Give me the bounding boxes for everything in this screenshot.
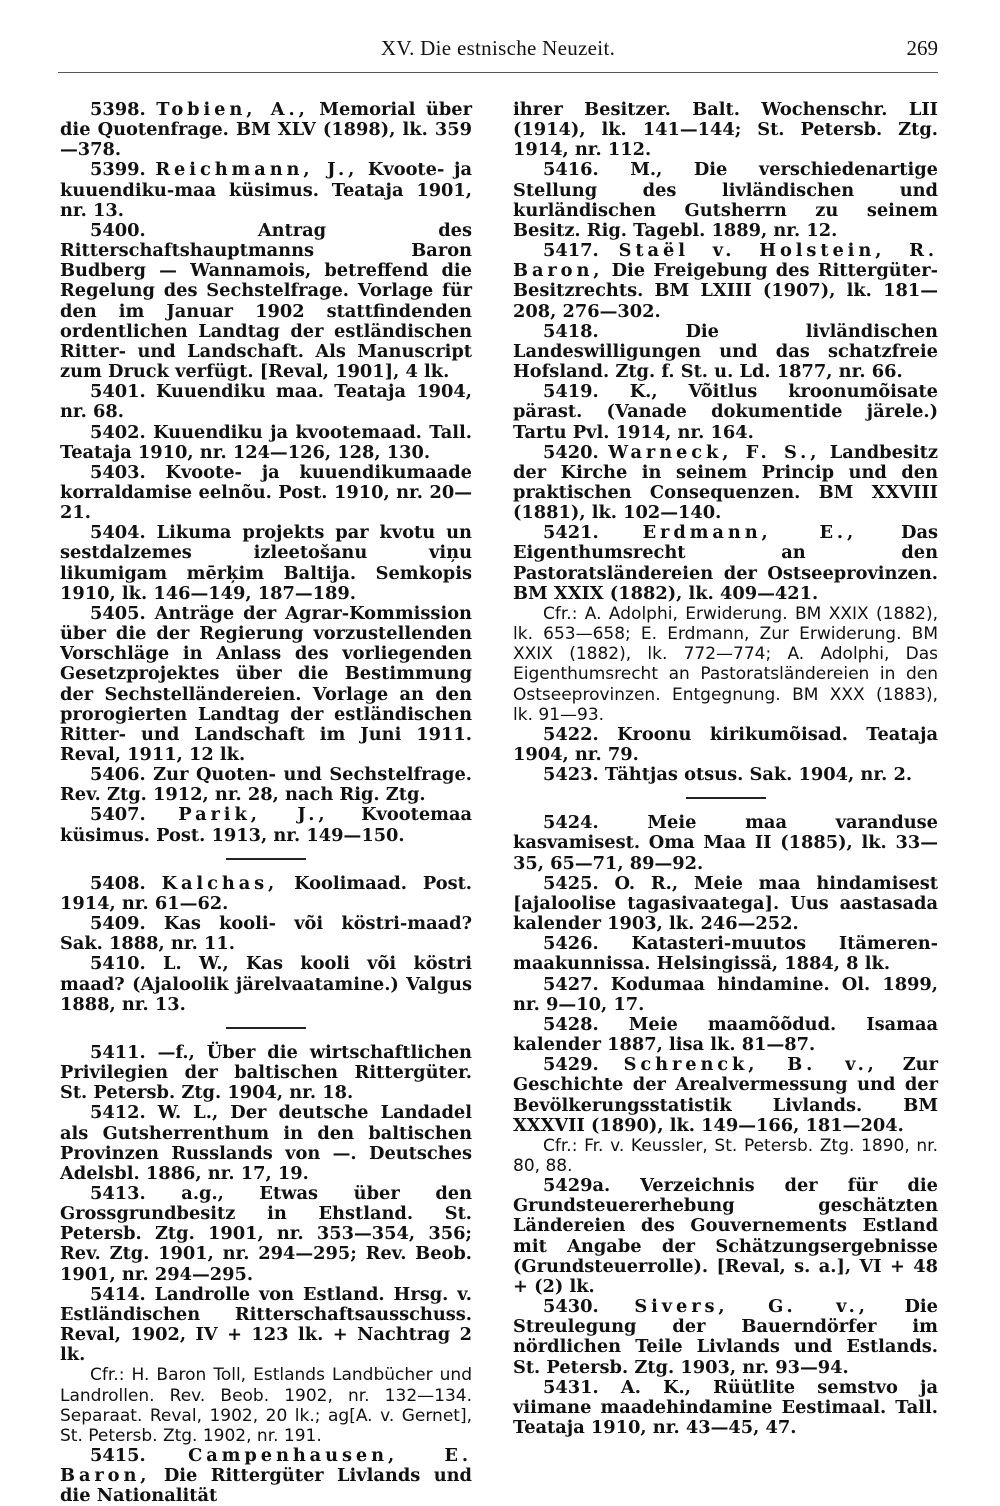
entry-5414-cfr: Cfr.: H. Baron Toll, Estlands Landbücher und Landrollen. Rev. Beob. 1902, nr. 132—134. Separaat. Reval, 1902, 20 lk.; ag[A. v. Gernet], St. Petersb. Ztg. 1902, nr. 191. xyxy=(60,1365,472,1446)
entry-5430: 5430. Sivers, G. v., Die Streulegung der Bauerndörfer im nördlichen Teile Livlands und Estlands. St. Petersb. Ztg. 1903, nr. 93—94. xyxy=(513,1296,938,1378)
left-column xyxy=(60,100,472,1506)
entry-5422: 5422. Kroonu kirikumõisad. Teataja 1904, nr. 79. xyxy=(513,723,938,765)
entry-5399: 5399. Reichmann, J., Kvoote- ja kuuendiku-maa küsimus. Teataja 1901, nr. 13. xyxy=(60,159,472,221)
entry-5403: 5403. Kvoote- ja kuuendikumaade korraldamise eelnõu. Post. 1910, nr. 20—21. xyxy=(60,461,472,524)
entry-5421-cfr: Cfr.: A. Adolphi, Erwiderung. BM XXIX (1882), lk. 653—658; E. Erdmann, Zur Erwiderung. BM XXIX (1882), lk. 772—774; A. Adolphi, Das Eigenthumsrecht an Pastoratsländereien in den Ostseeprovinzen. Entgegnung. BM XXX (1883), lk. 91—93. xyxy=(513,603,938,725)
entry-5400: 5400. Antrag des Ritterschaftshauptmanns Baron Budberg — Wannamois, betreffend die Regelung des Sechstelfrage. Vorlage für den im Januar 1902 stattfindenden ordentlichen Landtag der estländischen Ritter- und Landschaft. Als Manuscript zum Druck verfügt. [Reval, 1901], 4 lk. xyxy=(60,219,472,383)
entry-5415: 5415. Campenhausen, E. Baron, Die Rittergüter Livlands und die Nationalität xyxy=(60,1445,472,1506)
entry-5411: 5411. —f., Über die wirtschaftlichen Privilegien der baltischen Rittergüter. St. Petersb. Ztg. 1904, nr. 18. xyxy=(60,1041,472,1104)
entry-5404: 5404. Likuma projekts par kvotu un sestdalzemes izleetošanu viņu likumigam mērķim Baltija. Semkopis 1910, lk. 146—149, 187—189. xyxy=(60,522,472,604)
entry-5418: 5418. Die livländischen Landeswilligungen und das schatzfreie Hofsland. Ztg. f. St. u. Ld. 1877, nr. 66. xyxy=(513,320,938,383)
entry-5402: 5402. Kuuendiku ja kvootemaad. Tall. Teataja 1910, nr. 124—126, 128, 130. xyxy=(60,421,472,463)
entry-5401: 5401. Kuuendiku maa. Teataja 1904, nr. 68. xyxy=(60,381,472,423)
entry-5405: 5405. Anträge der Agrar-Kommission über die der Regierung vorzustellenden Vorschläge in Anlass des vorliegenden Gesetzprojektes über die Bestimmung der Sechstelländereien. Vorlage an den prorogierten Landtag der estländischen Ritter- und Landschaft im Juni 1911. Reval, 1911, 12 lk. xyxy=(60,602,472,765)
entry-5428: 5428. Meie maamõõdud. Isamaa kalender 1887, lisa lk. 81—87. xyxy=(513,1013,938,1056)
entry-5429a: 5429a. Verzeichnis der für die Grundsteuererhebung geschätzten Ländereien des Gouvernements Estland mit Angabe der Schätzungsergebnisse (Grundsteuerrolle). [Reval, s. a.], VI + 48 + (2) lk. xyxy=(513,1175,938,1297)
entry-5415-continued: ihrer Besitzer. Balt. Wochenschr. LII (1914), lk. 141—144; St. Petersb. Ztg. 1914, nr. 112. xyxy=(513,99,938,161)
entry-5414: 5414. Landrolle von Estland. Hrsg. v. Estländischen Ritterschaftsausschuss. Reval, 1902, IV + 123 lk. + Nachtrag 2 lk. xyxy=(60,1283,472,1366)
section-divider xyxy=(686,797,766,799)
entry-5426: 5426. Katasteri-muutos Itämeren-maakunnissa. Helsingissä, 1884, 8 lk. xyxy=(513,933,938,975)
header-rule xyxy=(58,72,938,73)
entry-5419: 5419. K., Võitlus kroonumõisate pärast. (Vanade dokumentide järele.) Tartu Pvl. 1914, nr. 164. xyxy=(513,381,938,443)
right-column xyxy=(513,100,938,1438)
entry-5409: 5409. Kas kooli- või köstri-maad? Sak. 1888, nr. 11. xyxy=(60,913,472,955)
entry-5429: 5429. Schrenck, B. v., Zur Geschichte der Arealvermessung und der Bevölkerungsstatistik Livlands. BM XXXVII (1890), lk. 149—166, 181—204. xyxy=(513,1054,938,1136)
entry-5408: 5408. Kalchas, Koolimaad. Post. 1914, nr. 61—62. xyxy=(60,872,472,914)
entry-5420: 5420. Warneck, F. S., Landbesitz der Kirche in seinem Princip und den praktischen Consequenzen. BM XXVIII (1881), lk. 102—140. xyxy=(513,441,938,524)
entry-5427: 5427. Kodumaa hindamine. Ol. 1899, nr. 9—10, 17. xyxy=(513,973,938,1015)
entry-5412: 5412. W. L., Der deutsche Landadel als Gutsherrenthum in den baltischen Provinzen Russlands von —. Deutsches Adelsbl. 1886, nr. 17, 19. xyxy=(60,1102,472,1184)
entry-5425: 5425. O. R., Meie maa hindamisest [ajaloolise tagasivaatega]. Uus aastasada kalender 1903, lk. 246—252. xyxy=(513,872,938,935)
entry-5398: 5398. Tobien, A., Memorial über die Quotenfrage. BM XLV (1898), lk. 359—378. xyxy=(60,99,472,161)
entry-5421: 5421. Erdmann, E., Das Eigenthumsrecht an den Pastoratsländereien der Ostseeprovinzen. BM XXIX (1882), lk. 409—421. xyxy=(513,522,938,604)
entry-5416: 5416. M., Die verschiedenartige Stellung des livländischen und kurländischen Gutsherrn zu seinem Besitz. Rig. Tagebl. 1889, nr. 12. xyxy=(513,159,938,241)
entry-5417: 5417. Staël v. Holstein, R. Baron, Die Freigebung des Rittergüter-Besitzrechts. BM LXIII (1907), lk. 181—208, 276—302. xyxy=(513,240,938,322)
page-number: 269 xyxy=(906,36,938,60)
entry-5424: 5424. Meie maa varanduse kasvamisest. Oma Maa II (1885), lk. 33—35, 65—71, 89—92. xyxy=(513,812,938,874)
section-divider xyxy=(226,858,306,860)
entry-5423: 5423. Tähtjas otsus. Sak. 1904, nr. 2. xyxy=(543,764,913,786)
entry-5406: 5406. Zur Quoten- und Sechstelfrage. Rev. Ztg. 1912, nr. 28, nach Rig. Ztg. xyxy=(60,764,472,806)
entry-5413: 5413. a.g., Etwas über den Grossgrundbesitz in Ehstland. St. Petersb. Ztg. 1901, nr. 353—354, 356; Rev. Ztg. 1901, nr. 294—295; Rev. Beob. 1901, nr. 294—295. xyxy=(60,1182,472,1285)
entry-5429-cfr: Cfr.: Fr. v. Keussler, St. Petersb. Ztg. 1890, nr. 80, 88. xyxy=(513,1135,938,1176)
entry-5410: 5410. L. W., Kas kooli või köstri maad? (Ajaloolik järelvaatamine.) Valgus 1888, nr. 13. xyxy=(60,953,472,1015)
section-divider xyxy=(226,1027,306,1029)
entry-5431: 5431. A. K., Rüütlite semstvo ja viimane maadehindamine Eestimaal. Tall. Teataja 1910, nr. 43—45, 47. xyxy=(513,1376,938,1438)
running-title: XV. Die estnische Neuzeit. xyxy=(380,36,616,60)
page-header xyxy=(58,30,938,70)
entry-5407: 5407. Parik, J., Kvootemaa küsimus. Post. 1913, nr. 149—150. xyxy=(60,804,472,846)
